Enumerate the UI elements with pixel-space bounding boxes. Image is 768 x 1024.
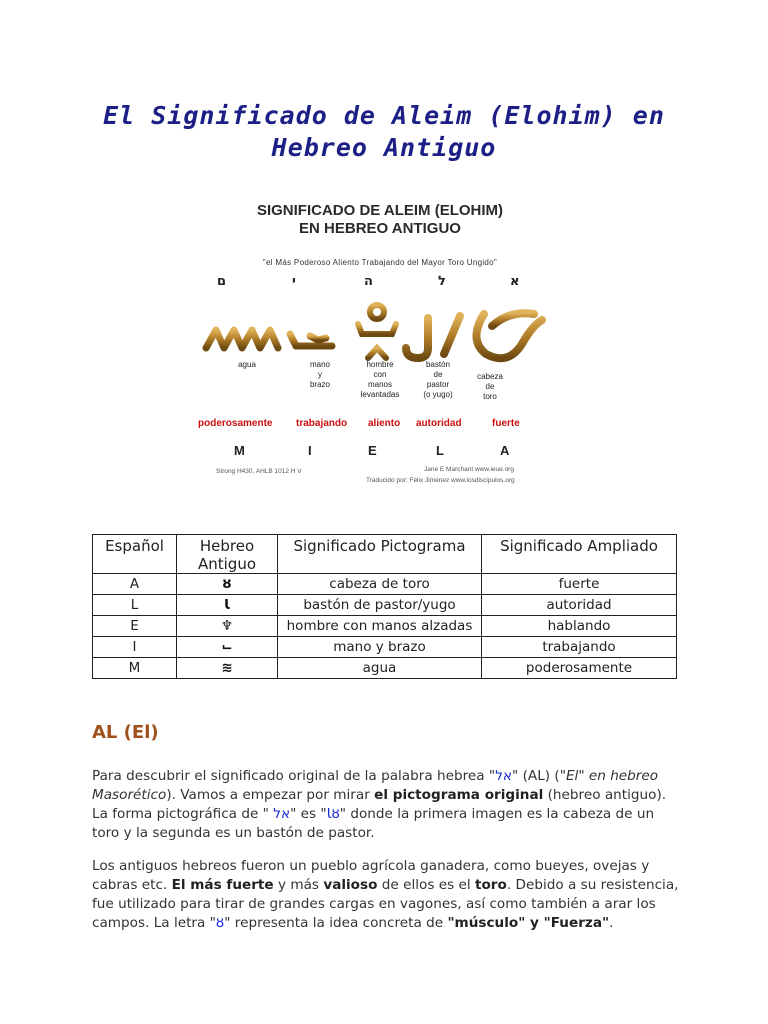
latin-letter-i: I [308,443,312,458]
hebrew-word-al: אל [495,768,513,784]
cell-glyph [177,595,278,616]
table-row [93,595,677,616]
meaning-poderosamente: poderosamente [198,418,273,429]
cell-glyph [177,658,278,679]
paragraph-intro: Para descubrir el significado original de la palabra hebrea "אל" (AL) ("El" en hebreo Masorético). Vamos a empezar por mirar el pictograma original (hebreo antiguo). La forma pictográfica de " אל" es "Ɩȣ" donde la primera imagen es la cabeza de un toro y la segunda es un bastón de pastor. [92,768,667,841]
figure-title-line2: EN HEBREO ANTIGUO [299,220,461,237]
cell-glyph [177,574,278,595]
hebrew-letter-yod: י [292,274,296,289]
col-significado-ampliado: Significado Ampliado [482,535,677,574]
cell-ampliado: trabajando [482,637,677,658]
table-row [93,658,677,679]
water-pictograph [206,330,278,348]
table-row [93,616,677,637]
cell-letter: A [93,574,177,595]
cell-pictograma: bastón de pastor/yugo [278,595,482,616]
figure-title-line1: SIGNIFICADO DE ALEIM (ELOHIM) [256,202,504,219]
label-agua: agua [238,360,256,369]
water-glyph-icon: ≋ [221,660,233,676]
cell-letter: M [93,658,177,679]
cell-pictograma: agua [278,658,482,679]
latin-letter-m: M [234,443,245,458]
hebrew-letter-lamed: ל [438,274,446,289]
table-row [93,637,677,658]
hebrew-letter-mem: ם [217,274,227,289]
col-espanol: Español [93,535,177,574]
label-cabeza-toro: cabeza de toro [477,372,503,401]
label-hombre-manos: hombre con manos levantadas [360,360,400,399]
hebrew-letter-aleph: א [510,274,520,289]
cell-letter: E [93,616,177,637]
ox-head-glyph-icon: ȣ [222,576,232,592]
pictograph-al-icon: Ɩȣ [326,806,340,822]
shepherd-staff-pictograph [406,316,460,358]
cell-letter: L [93,595,177,616]
meaning-trabajando: trabajando [296,418,348,429]
cell-ampliado: hablando [482,616,677,637]
cell-ampliado: autoridad [482,595,677,616]
meaning-autoridad: autoridad [416,418,462,429]
letters-meaning-table [92,534,677,679]
col-hebreo-antiguo: Hebreo Antiguo [177,535,278,574]
ox-head-pictograph-icon: ȣ [215,915,225,931]
aleim-pictograph-figure [192,196,568,496]
meaning-fuerte: fuerte [492,418,520,429]
table-row [93,574,677,595]
cell-glyph [177,637,278,658]
hebrew-letter-he: ה [364,274,373,289]
figure-credit-translator: Traducido por: Félix Jiménez www.losdiscipulos.org [366,477,515,484]
cell-letter: I [93,637,177,658]
label-baston-pastor: bastón de pastor (o yugo) [423,360,453,399]
figure-subtitle: "el Más Poderoso Aliento Trabajando del Mayor Toro Ungido" [262,258,498,267]
figure-credit-strong: Strong H430, AHLB 1012 H V [216,468,302,475]
page-title: El Significado de Aleim (Elohim) en Hebreo Antiguo [103,101,665,162]
pictograph-row-illustration [192,296,568,368]
col-significado-pictograma: Significado Pictograma [278,535,482,574]
staff-glyph-icon: Ɩ [224,597,230,613]
section-heading-al: AL (El) [92,722,159,743]
cell-pictograma: hombre con manos alzadas [278,616,482,637]
table-header-row [93,535,677,574]
hand-arm-pictograph [290,334,332,346]
cell-pictograma: mano y brazo [278,637,482,658]
cell-pictograma: cabeza de toro [278,574,482,595]
cell-ampliado: poderosamente [482,658,677,679]
paragraph-toro: Los antiguos hebreos fueron un pueblo agrícola ganadera, como bueyes, ovejas y cabras etc. El más fuerte y más valioso de ellos es el toro. Debido a su resistencia, fue utilizado para tirar de grandes cargas en vagones, así como también a arar los campos. La letra "ȣ" representa la idea concreta de "músculo" y "Fuerza". [92,858,679,931]
ox-head-pictograph [476,313,542,358]
latin-letter-a: A [500,443,510,458]
cell-ampliado: fuerte [482,574,677,595]
man-raised-hands-glyph-icon: ♆ [220,618,234,634]
figure-credit-author: Jane E Marchant www.ieue.org [424,466,514,473]
meaning-aliento: aliento [368,418,401,429]
hand-arm-glyph-icon: ⌙ [221,639,233,655]
label-mano-brazo: mano y brazo [309,360,330,389]
man-raised-hands-pictograph [358,305,396,358]
cell-glyph [177,616,278,637]
latin-letter-l: L [436,443,444,458]
latin-letter-e: E [368,443,377,458]
hebrew-word-al-2: אל [273,806,291,822]
